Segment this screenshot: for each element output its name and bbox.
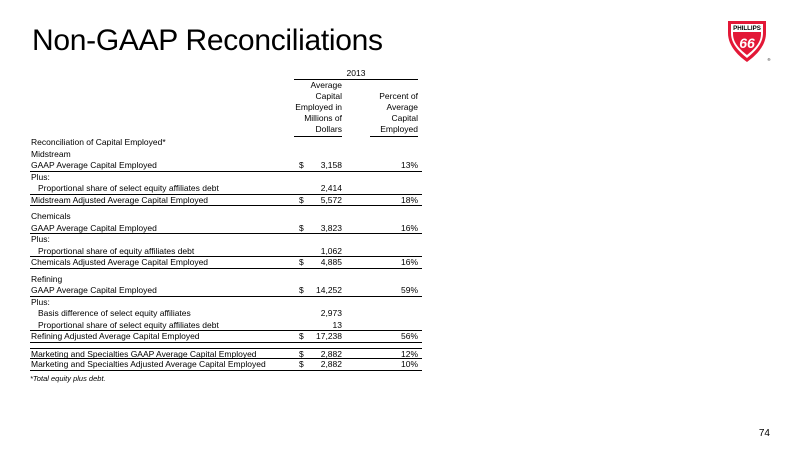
table-row: Basis difference of select equity affiliates 2,973 xyxy=(38,308,342,318)
table-row: Chemicals xyxy=(31,211,71,221)
table-row: Plus: xyxy=(31,234,50,244)
page-number: 74 xyxy=(758,428,770,439)
col-percent-header: Percent of Average Capital Employed xyxy=(379,91,418,134)
svg-text:PHILLIPS: PHILLIPS xyxy=(733,25,761,32)
table-row: Plus: xyxy=(31,171,50,182)
table-row: Reconciliation of Capital Employed* xyxy=(31,137,166,147)
table-row: Plus: xyxy=(31,296,50,307)
table-row: GAAP Average Capital Employed $ 3,158 13% xyxy=(30,160,422,172)
footnote: *Total equity plus debt. xyxy=(30,373,106,383)
svg-text:66: 66 xyxy=(739,35,755,51)
year-header: 2013 xyxy=(294,67,418,80)
svg-text:®: ® xyxy=(767,57,771,62)
page-title: Non-GAAP Reconciliations xyxy=(32,24,383,57)
table-row: GAAP Average Capital Employed $ 14,252 59% xyxy=(30,285,422,297)
table-row: Proportional share of select equity affiliates debt 13 xyxy=(30,320,422,332)
col-capital-header: Average Capital Employed in Millions of Dollars xyxy=(295,80,342,134)
table-row: Midstream xyxy=(31,148,71,159)
table-row: Refining Adjusted Average Capital Employed $ 17,238 56% xyxy=(30,331,422,343)
phillips-66-logo xyxy=(724,17,772,65)
table-row: Midstream Adjusted Average Capital Employed $ 5,572 18% xyxy=(30,195,422,207)
capital-employed-table xyxy=(30,67,422,383)
table-row: Proportional share of select equity affiliates debt 2,414 xyxy=(30,183,422,195)
table-row: Proportional share of equity affiliates debt 1,062 xyxy=(30,246,422,258)
table-row: Marketing and Specialties Adjusted Average Capital Employed $ 2,882 10% xyxy=(30,359,422,371)
table-row: Chemicals Adjusted Average Capital Employed $ 4,885 16% xyxy=(30,257,422,269)
table-header xyxy=(30,67,422,137)
table-row: GAAP Average Capital Employed $ 3,823 16% xyxy=(30,223,422,235)
table-row: Refining xyxy=(31,273,63,284)
table-row: Marketing and Specialties GAAP Average Capital Employed $ 2,882 12% xyxy=(30,348,422,360)
